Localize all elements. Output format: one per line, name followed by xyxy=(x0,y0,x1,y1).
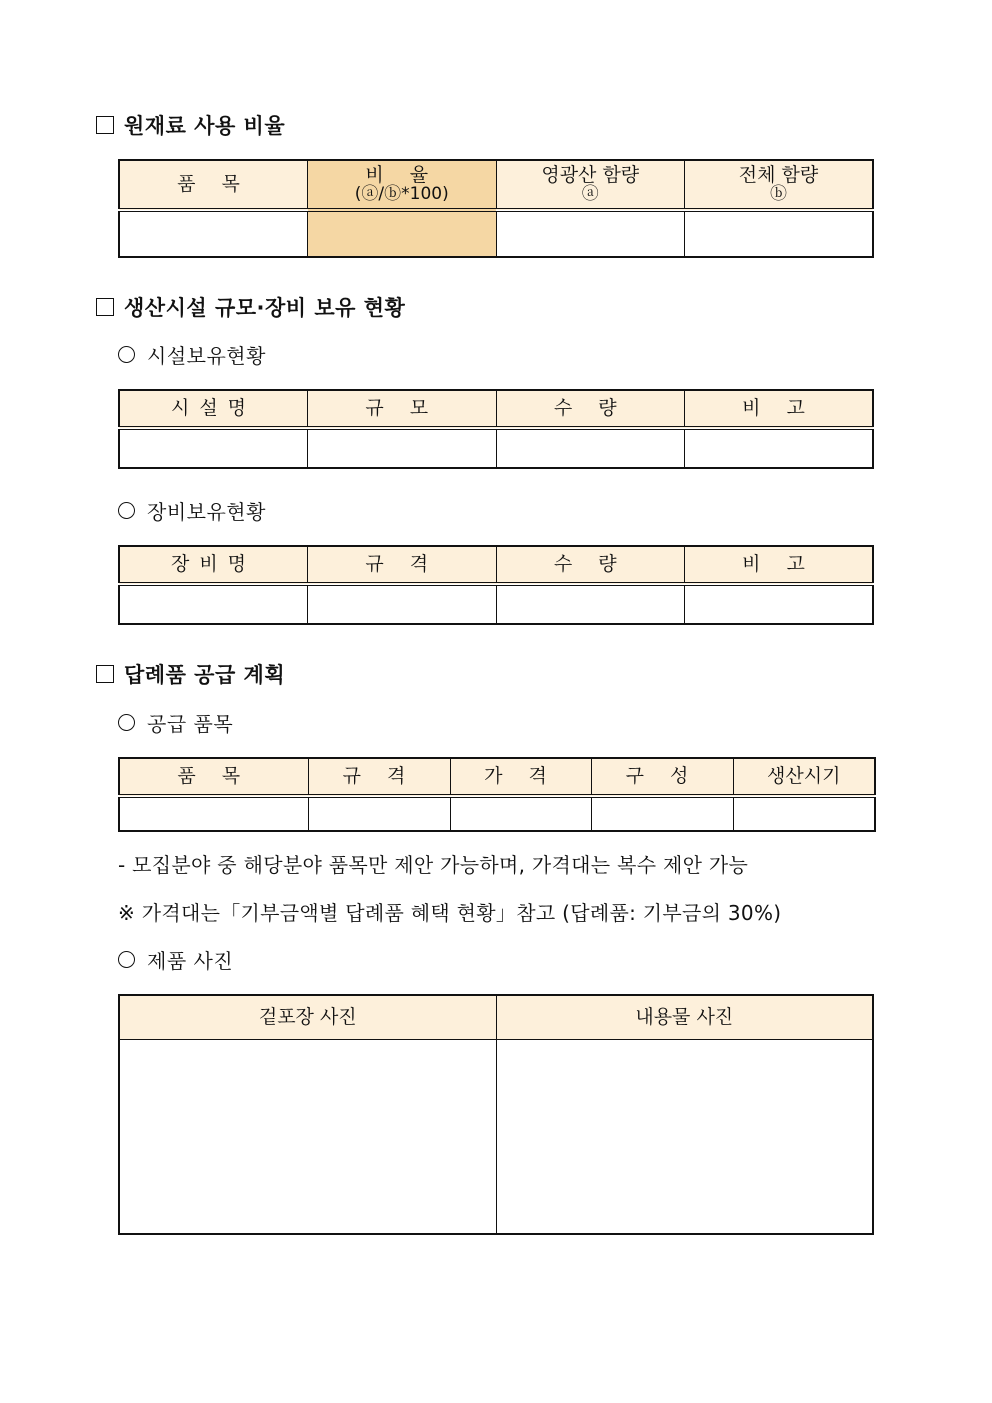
note-dash: - 모집분야 중 해당분야 품목만 제안 가능하며, 가격대는 복수 제안 가능 xyxy=(118,853,749,877)
equipment-table xyxy=(118,545,874,625)
product-photo-table xyxy=(118,994,874,1235)
subsection-supply-items xyxy=(118,708,233,737)
header-item: 품 목 xyxy=(119,160,308,210)
header-spec: 규 격 xyxy=(308,546,497,584)
cell-spec[interactable] xyxy=(308,584,497,624)
subsection-equipment xyxy=(118,496,266,525)
header-total-content: 전체 함량 ⓑ xyxy=(685,160,874,210)
checkbox-square-icon xyxy=(96,298,114,316)
cell-ratio[interactable] xyxy=(308,210,497,257)
header-scale: 규 모 xyxy=(308,390,497,428)
header-contents-photo: 내용물 사진 xyxy=(496,995,873,1039)
subsection-title-text: 제품 사진 xyxy=(147,949,234,973)
cell-yeonggwang-content[interactable] xyxy=(496,210,685,257)
header-remarks: 비 고 xyxy=(685,546,874,584)
raw-material-table xyxy=(118,159,874,258)
section-title-text: 원재료 사용 비율 xyxy=(124,114,286,138)
cell-remarks[interactable] xyxy=(685,584,874,624)
header-outer-packaging-photo: 겉포장 사진 xyxy=(119,995,496,1039)
subsection-product-photo xyxy=(118,945,233,974)
supply-items-table xyxy=(118,757,876,832)
section-title-raw-material xyxy=(96,110,285,140)
cell-price[interactable] xyxy=(450,796,591,831)
subsection-title-text: 공급 품목 xyxy=(147,712,234,736)
cell-total-content[interactable] xyxy=(685,210,874,257)
checkbox-square-icon xyxy=(96,665,114,683)
note-reference: ※ 가격대는「기부금액별 답례품 혜택 현황」참고 (답례품: 기부금의 30%) xyxy=(118,901,782,925)
cell-scale[interactable] xyxy=(308,428,497,468)
section-title-facility xyxy=(96,292,405,322)
header-facility-name: 시설명 xyxy=(119,390,308,428)
subsection-title-text: 장비보유현황 xyxy=(147,500,266,524)
subsection-facility xyxy=(118,340,266,369)
section-title-supply-plan xyxy=(96,659,285,689)
cell-item[interactable] xyxy=(119,210,308,257)
cell-outer-packaging-photo[interactable] xyxy=(119,1039,496,1234)
cell-quantity[interactable] xyxy=(496,428,685,468)
circle-bullet-icon xyxy=(118,346,135,363)
circle-bullet-icon xyxy=(118,714,135,731)
header-composition: 구 성 xyxy=(591,758,733,796)
checkbox-square-icon xyxy=(96,116,114,134)
header-price: 가 격 xyxy=(450,758,591,796)
header-remarks: 비 고 xyxy=(685,390,874,428)
cell-composition[interactable] xyxy=(591,796,733,831)
cell-equipment-name[interactable] xyxy=(119,584,308,624)
cell-facility-name[interactable] xyxy=(119,428,308,468)
cell-item[interactable] xyxy=(119,796,308,831)
cell-quantity[interactable] xyxy=(496,584,685,624)
header-equipment-name: 장비명 xyxy=(119,546,308,584)
cell-contents-photo[interactable] xyxy=(496,1039,873,1234)
header-quantity: 수 량 xyxy=(496,546,685,584)
facility-table xyxy=(118,389,874,469)
cell-production-period[interactable] xyxy=(733,796,875,831)
section-title-text: 답례품 공급 계획 xyxy=(124,663,286,687)
header-item: 품 목 xyxy=(119,758,308,796)
section-title-text: 생산시설 규모·장비 보유 현황 xyxy=(124,296,406,320)
header-yeonggwang-content: 영광산 함량 ⓐ xyxy=(496,160,685,210)
header-ratio: 비 율 (ⓐ/ⓑ*100) xyxy=(308,160,497,210)
header-spec: 규 격 xyxy=(308,758,450,796)
header-production-period: 생산시기 xyxy=(733,758,875,796)
cell-spec[interactable] xyxy=(308,796,450,831)
subsection-title-text: 시설보유현황 xyxy=(147,344,266,368)
cell-remarks[interactable] xyxy=(685,428,874,468)
circle-bullet-icon xyxy=(118,502,135,519)
circle-bullet-icon xyxy=(118,951,135,968)
header-quantity: 수 량 xyxy=(496,390,685,428)
